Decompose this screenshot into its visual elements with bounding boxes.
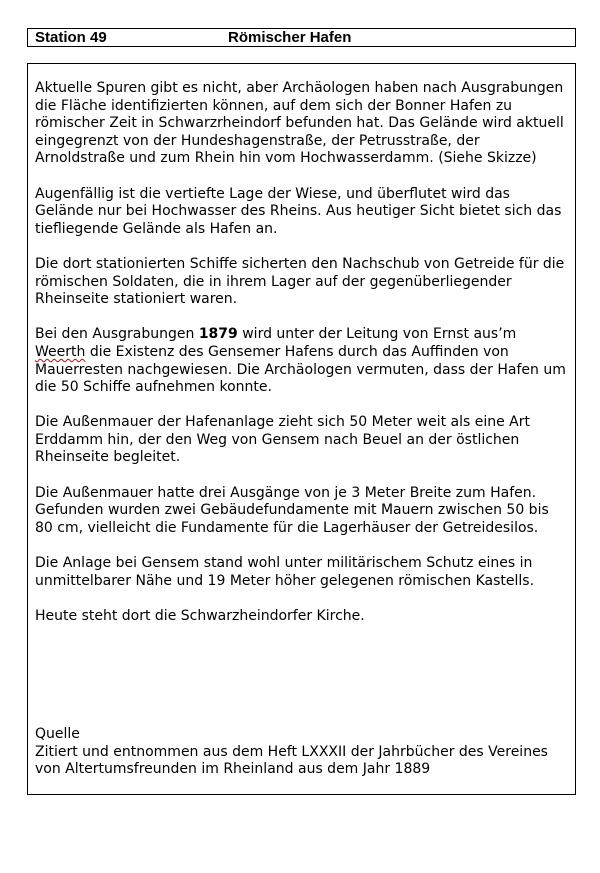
paragraph-current-traces: Aktuelle Spuren gibt es nicht, aber Archäologen haben nach Ausgrabungen die Fläche identifizierten können, auf dem sich der Bonner Hafen zu römischer Zeit in Schwarzrheindorf befunden hat. Das Gelände wird aktuell eingegrenzt von der Hundeshagenstraße, der Petrusstraße, der Arnoldstraße und zum Rhein hin vom Hochwasserdamm. (Siehe Skizze) — [35, 80, 564, 167]
excavation-leader-name: Weerth — [35, 343, 86, 360]
source-section — [35, 726, 569, 779]
paragraph-supply-ships: Die dort stationierten Schiffe sicherten den Nachschub von Getreide für die römischen Soldaten, die in ihrem Lager auf der gegenüberliegender Rheinseite stationiert waren. — [35, 255, 565, 308]
station-title: Römischer Hafen — [228, 29, 352, 46]
excavation-findings: die Existenz des Gensemer Hafens durch das Auffinden von Mauerresten nachgewiesen. Die Archäologen vermuten, dass der Hafen um die 50 Schiffe aufnehmen konnte. — [35, 343, 566, 396]
paragraph-excavations — [35, 326, 567, 396]
excavation-intro: Bei den Ausgrabungen — [35, 326, 199, 343]
paragraph-church-today: Heute steht dort die Schwarzheindorfer Kirche. — [35, 607, 365, 624]
paragraph-meadow-location: Augenfällig ist die vertiefte Lage der Wiese, und überflutet wird das Gelände nur bei Hochwasser des Rheins. Aus heutiger Sicht bietet sich das tiefliegende Gelände als Hafen an. — [35, 185, 562, 237]
paragraph-wall-exits: Die Außenmauer hatte drei Ausgänge von je 3 Meter Breite zum Hafen. Gefunden wurden zwei Gebäudefundamente mit Mauern zwischen 50 bis 80 cm, vielleicht die Fundamente für die Lagerhäuser der Getreidesilos. — [35, 484, 549, 536]
station-header — [27, 28, 576, 47]
content-box — [27, 63, 576, 795]
station-number: Station 49 — [35, 29, 107, 46]
source-citation: Zitiert und entnommen aus dem Heft LXXXII der Jahrbücher des Vereines von Altertumsfreunden im Rheinland aus dem Jahr 1889 — [35, 743, 548, 778]
paragraph-military-protection: Die Anlage bei Gensem stand wohl unter militärischem Schutz eines in unmittelbarer Nähe und 19 Meter höher gelegenen römischen Kastells. — [35, 555, 535, 589]
excavation-leader-text: wird unter der Leitung von Ernst aus’m — [237, 326, 517, 343]
source-label: Quelle — [35, 726, 80, 742]
excavation-year: 1879 — [198, 326, 238, 343]
paragraph-outer-wall: Die Außenmauer der Hafenanlage zieht sich 50 Meter weit als eine Art Erddamm hin, der den Weg von Gensem nach Beuel an der östlichen Rheinseite begleitet. — [35, 414, 530, 466]
